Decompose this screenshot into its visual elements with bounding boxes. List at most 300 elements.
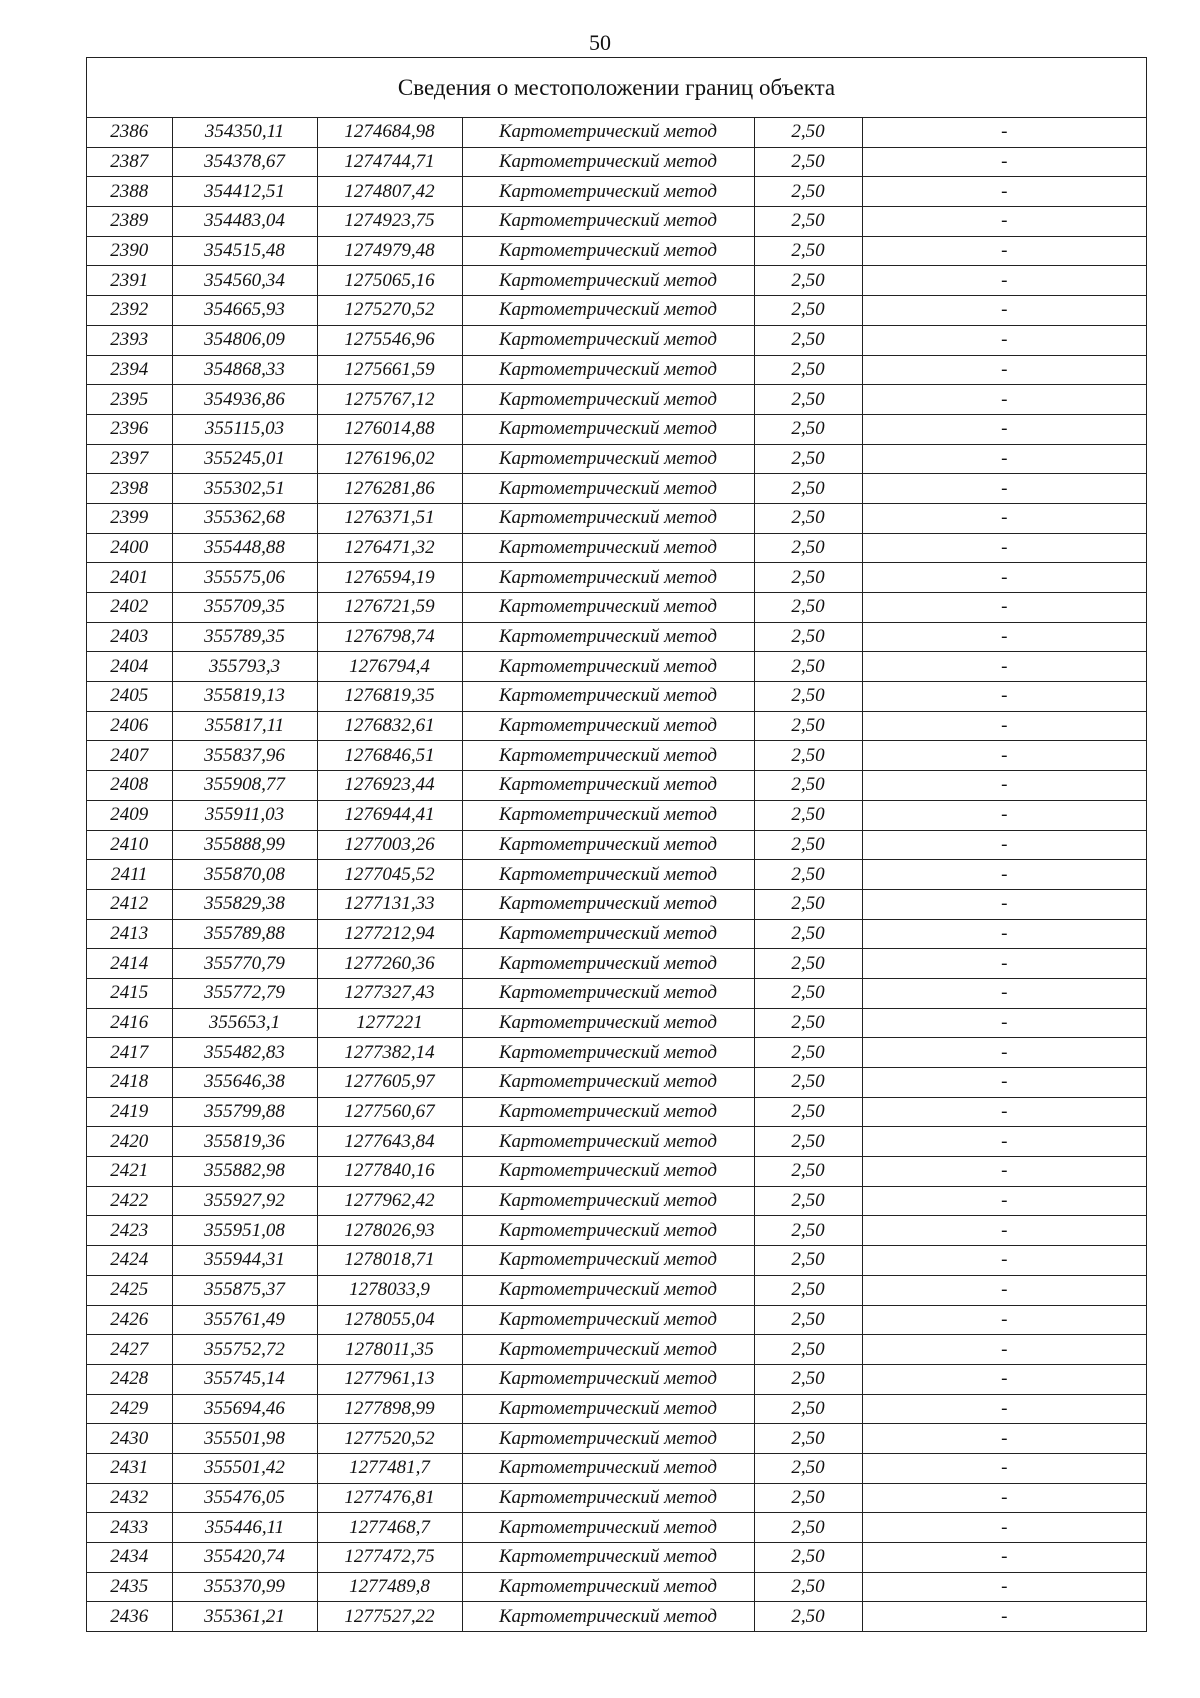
note-cell: -: [862, 1157, 1146, 1187]
point-number-cell: 2406: [87, 711, 172, 741]
x-coordinate-cell: 354936,86: [172, 385, 317, 415]
table-row: [87, 919, 1146, 949]
x-coordinate-cell: 355448,88: [172, 533, 317, 563]
x-coordinate-cell: 354483,04: [172, 207, 317, 237]
method-cell: Картометрический метод: [462, 118, 754, 147]
y-coordinate-cell: 1277560,67: [317, 1097, 462, 1127]
y-coordinate-cell: 1275546,96: [317, 325, 462, 355]
x-coordinate-cell: 355302,51: [172, 474, 317, 504]
note-cell: -: [862, 414, 1146, 444]
table-row: [87, 1543, 1146, 1573]
accuracy-cell: 2,50: [754, 1424, 862, 1454]
y-coordinate-cell: 1276471,32: [317, 533, 462, 563]
x-coordinate-cell: 355361,21: [172, 1602, 317, 1631]
method-cell: Картометрический метод: [462, 1305, 754, 1335]
table-row: [87, 949, 1146, 979]
table-row: [87, 414, 1146, 444]
table-row: [87, 771, 1146, 801]
method-cell: Картометрический метод: [462, 1008, 754, 1038]
accuracy-cell: 2,50: [754, 266, 862, 296]
note-cell: -: [862, 1186, 1146, 1216]
method-cell: Картометрический метод: [462, 1186, 754, 1216]
note-cell: -: [862, 1364, 1146, 1394]
note-cell: -: [862, 978, 1146, 1008]
x-coordinate-cell: 354560,34: [172, 266, 317, 296]
accuracy-cell: 2,50: [754, 919, 862, 949]
note-cell: -: [862, 118, 1146, 147]
page-number: 50: [589, 30, 611, 55]
accuracy-cell: 2,50: [754, 1008, 862, 1038]
accuracy-cell: 2,50: [754, 830, 862, 860]
accuracy-cell: 2,50: [754, 1335, 862, 1365]
method-cell: Картометрический метод: [462, 860, 754, 890]
table-row: [87, 1305, 1146, 1335]
note-cell: -: [862, 593, 1146, 623]
x-coordinate-cell: 355908,77: [172, 771, 317, 801]
y-coordinate-cell: 1276819,35: [317, 682, 462, 712]
table-row: [87, 1216, 1146, 1246]
table-row: [87, 593, 1146, 623]
accuracy-cell: 2,50: [754, 1394, 862, 1424]
point-number-cell: 2420: [87, 1127, 172, 1157]
y-coordinate-cell: 1277527,22: [317, 1602, 462, 1631]
y-coordinate-cell: 1276832,61: [317, 711, 462, 741]
note-cell: -: [862, 711, 1146, 741]
method-cell: Картометрический метод: [462, 1157, 754, 1187]
method-cell: Картометрический метод: [462, 949, 754, 979]
accuracy-cell: 2,50: [754, 1364, 862, 1394]
point-number-cell: 2393: [87, 325, 172, 355]
accuracy-cell: 2,50: [754, 1186, 862, 1216]
x-coordinate-cell: 355819,36: [172, 1127, 317, 1157]
point-number-cell: 2400: [87, 533, 172, 563]
point-number-cell: 2425: [87, 1275, 172, 1305]
x-coordinate-cell: 355646,38: [172, 1068, 317, 1098]
note-cell: -: [862, 474, 1146, 504]
point-number-cell: 2396: [87, 414, 172, 444]
table-row: [87, 355, 1146, 385]
method-cell: Картометрический метод: [462, 593, 754, 623]
y-coordinate-cell: 1277961,13: [317, 1364, 462, 1394]
method-cell: Картометрический метод: [462, 1513, 754, 1543]
x-coordinate-cell: 355819,13: [172, 682, 317, 712]
method-cell: Картометрический метод: [462, 1602, 754, 1631]
table-row: [87, 1186, 1146, 1216]
accuracy-cell: 2,50: [754, 889, 862, 919]
accuracy-cell: 2,50: [754, 741, 862, 771]
table-row: [87, 533, 1146, 563]
table-row: [87, 741, 1146, 771]
table-row: [87, 1008, 1146, 1038]
method-cell: Картометрический метод: [462, 266, 754, 296]
note-cell: -: [862, 1216, 1146, 1246]
table-row: [87, 207, 1146, 237]
point-number-cell: 2403: [87, 622, 172, 652]
point-number-cell: 2397: [87, 444, 172, 474]
method-cell: Картометрический метод: [462, 1097, 754, 1127]
x-coordinate-cell: 355420,74: [172, 1543, 317, 1573]
method-cell: Картометрический метод: [462, 1275, 754, 1305]
x-coordinate-cell: 355245,01: [172, 444, 317, 474]
method-cell: Картометрический метод: [462, 622, 754, 652]
table-row: [87, 830, 1146, 860]
point-number-cell: 2404: [87, 652, 172, 682]
accuracy-cell: 2,50: [754, 1483, 862, 1513]
x-coordinate-cell: 354868,33: [172, 355, 317, 385]
x-coordinate-cell: 355817,11: [172, 711, 317, 741]
point-number-cell: 2415: [87, 978, 172, 1008]
note-cell: -: [862, 296, 1146, 326]
table-row: [87, 325, 1146, 355]
method-cell: Картометрический метод: [462, 563, 754, 593]
table-body: [87, 118, 1146, 1631]
note-cell: -: [862, 1068, 1146, 1098]
method-cell: Картометрический метод: [462, 1038, 754, 1068]
x-coordinate-cell: 355653,1: [172, 1008, 317, 1038]
x-coordinate-cell: 355745,14: [172, 1364, 317, 1394]
method-cell: Картометрический метод: [462, 325, 754, 355]
y-coordinate-cell: 1277481,7: [317, 1453, 462, 1483]
note-cell: -: [862, 355, 1146, 385]
point-number-cell: 2402: [87, 593, 172, 623]
table-row: [87, 1275, 1146, 1305]
point-number-cell: 2428: [87, 1364, 172, 1394]
note-cell: -: [862, 563, 1146, 593]
x-coordinate-cell: 355837,96: [172, 741, 317, 771]
x-coordinate-cell: 355446,11: [172, 1513, 317, 1543]
accuracy-cell: 2,50: [754, 1216, 862, 1246]
table-row: [87, 1097, 1146, 1127]
note-cell: -: [862, 1513, 1146, 1543]
accuracy-cell: 2,50: [754, 622, 862, 652]
y-coordinate-cell: 1277476,81: [317, 1483, 462, 1513]
note-cell: -: [862, 1453, 1146, 1483]
table-row: [87, 1127, 1146, 1157]
method-cell: Картометрический метод: [462, 1453, 754, 1483]
y-coordinate-cell: 1277212,94: [317, 919, 462, 949]
method-cell: Картометрический метод: [462, 978, 754, 1008]
point-number-cell: 2431: [87, 1453, 172, 1483]
y-coordinate-cell: 1278026,93: [317, 1216, 462, 1246]
method-cell: Картометрический метод: [462, 1216, 754, 1246]
y-coordinate-cell: 1277962,42: [317, 1186, 462, 1216]
y-coordinate-cell: 1276721,59: [317, 593, 462, 623]
x-coordinate-cell: 355882,98: [172, 1157, 317, 1187]
y-coordinate-cell: 1275270,52: [317, 296, 462, 326]
accuracy-cell: 2,50: [754, 800, 862, 830]
method-cell: Картометрический метод: [462, 207, 754, 237]
point-number-cell: 2430: [87, 1424, 172, 1454]
y-coordinate-cell: 1277472,75: [317, 1543, 462, 1573]
accuracy-cell: 2,50: [754, 355, 862, 385]
method-cell: Картометрический метод: [462, 1335, 754, 1365]
table-row: [87, 1068, 1146, 1098]
table-row: [87, 1364, 1146, 1394]
accuracy-cell: 2,50: [754, 1543, 862, 1573]
table-row: [87, 1453, 1146, 1483]
note-cell: -: [862, 1572, 1146, 1602]
method-cell: Картометрический метод: [462, 830, 754, 860]
method-cell: Картометрический метод: [462, 533, 754, 563]
table-row: [87, 385, 1146, 415]
y-coordinate-cell: 1278055,04: [317, 1305, 462, 1335]
y-coordinate-cell: 1277221: [317, 1008, 462, 1038]
y-coordinate-cell: 1276371,51: [317, 503, 462, 533]
note-cell: -: [862, 503, 1146, 533]
x-coordinate-cell: 355875,37: [172, 1275, 317, 1305]
point-number-cell: 2412: [87, 889, 172, 919]
table-row: [87, 860, 1146, 890]
y-coordinate-cell: 1276944,41: [317, 800, 462, 830]
y-coordinate-cell: 1278018,71: [317, 1246, 462, 1276]
y-coordinate-cell: 1277898,99: [317, 1394, 462, 1424]
y-coordinate-cell: 1276798,74: [317, 622, 462, 652]
accuracy-cell: 2,50: [754, 682, 862, 712]
accuracy-cell: 2,50: [754, 296, 862, 326]
x-coordinate-cell: 355870,08: [172, 860, 317, 890]
method-cell: Картометрический метод: [462, 919, 754, 949]
table-row: [87, 266, 1146, 296]
table-row: [87, 978, 1146, 1008]
accuracy-cell: 2,50: [754, 1068, 862, 1098]
point-number-cell: 2392: [87, 296, 172, 326]
x-coordinate-cell: 355362,68: [172, 503, 317, 533]
x-coordinate-cell: 355799,88: [172, 1097, 317, 1127]
note-cell: -: [862, 147, 1146, 177]
point-number-cell: 2434: [87, 1543, 172, 1573]
accuracy-cell: 2,50: [754, 1038, 862, 1068]
note-cell: -: [862, 1602, 1146, 1631]
accuracy-cell: 2,50: [754, 1246, 862, 1276]
point-number-cell: 2399: [87, 503, 172, 533]
y-coordinate-cell: 1278011,35: [317, 1335, 462, 1365]
x-coordinate-cell: 355789,35: [172, 622, 317, 652]
note-cell: -: [862, 533, 1146, 563]
note-cell: -: [862, 741, 1146, 771]
method-cell: Картометрический метод: [462, 296, 754, 326]
point-number-cell: 2389: [87, 207, 172, 237]
method-cell: Картометрический метод: [462, 1246, 754, 1276]
note-cell: -: [862, 1305, 1146, 1335]
note-cell: -: [862, 1038, 1146, 1068]
x-coordinate-cell: 355501,98: [172, 1424, 317, 1454]
point-number-cell: 2390: [87, 236, 172, 266]
x-coordinate-cell: 355370,99: [172, 1572, 317, 1602]
point-number-cell: 2419: [87, 1097, 172, 1127]
y-coordinate-cell: 1276846,51: [317, 741, 462, 771]
x-coordinate-cell: 354515,48: [172, 236, 317, 266]
table-row: [87, 1424, 1146, 1454]
point-number-cell: 2405: [87, 682, 172, 712]
x-coordinate-cell: 355482,83: [172, 1038, 317, 1068]
point-number-cell: 2391: [87, 266, 172, 296]
y-coordinate-cell: 1277045,52: [317, 860, 462, 890]
point-number-cell: 2424: [87, 1246, 172, 1276]
accuracy-cell: 2,50: [754, 978, 862, 1008]
x-coordinate-cell: 355772,79: [172, 978, 317, 1008]
method-cell: Картометрический метод: [462, 236, 754, 266]
y-coordinate-cell: 1277131,33: [317, 889, 462, 919]
note-cell: -: [862, 1008, 1146, 1038]
method-cell: Картометрический метод: [462, 444, 754, 474]
table-row: [87, 1038, 1146, 1068]
y-coordinate-cell: 1274979,48: [317, 236, 462, 266]
y-coordinate-cell: 1277260,36: [317, 949, 462, 979]
method-cell: Картометрический метод: [462, 503, 754, 533]
coordinates-table: [87, 118, 1146, 1631]
table-row: [87, 1483, 1146, 1513]
point-number-cell: 2435: [87, 1572, 172, 1602]
method-cell: Картометрический метод: [462, 771, 754, 801]
accuracy-cell: 2,50: [754, 860, 862, 890]
point-number-cell: 2421: [87, 1157, 172, 1187]
note-cell: -: [862, 207, 1146, 237]
method-cell: Картометрический метод: [462, 1394, 754, 1424]
point-number-cell: 2388: [87, 177, 172, 207]
x-coordinate-cell: 355761,49: [172, 1305, 317, 1335]
note-cell: -: [862, 266, 1146, 296]
y-coordinate-cell: 1278033,9: [317, 1275, 462, 1305]
point-number-cell: 2394: [87, 355, 172, 385]
method-cell: Картометрический метод: [462, 682, 754, 712]
table-row: [87, 1513, 1146, 1543]
y-coordinate-cell: 1277643,84: [317, 1127, 462, 1157]
method-cell: Картометрический метод: [462, 177, 754, 207]
x-coordinate-cell: 355115,03: [172, 414, 317, 444]
x-coordinate-cell: 355829,38: [172, 889, 317, 919]
x-coordinate-cell: 355888,99: [172, 830, 317, 860]
x-coordinate-cell: 355501,42: [172, 1453, 317, 1483]
accuracy-cell: 2,50: [754, 1602, 862, 1631]
accuracy-cell: 2,50: [754, 593, 862, 623]
method-cell: Картометрический метод: [462, 147, 754, 177]
accuracy-cell: 2,50: [754, 444, 862, 474]
table-row: [87, 118, 1146, 147]
x-coordinate-cell: 355789,88: [172, 919, 317, 949]
method-cell: Картометрический метод: [462, 800, 754, 830]
accuracy-cell: 2,50: [754, 533, 862, 563]
note-cell: -: [862, 444, 1146, 474]
y-coordinate-cell: 1274923,75: [317, 207, 462, 237]
y-coordinate-cell: 1277520,52: [317, 1424, 462, 1454]
y-coordinate-cell: 1277003,26: [317, 830, 462, 860]
accuracy-cell: 2,50: [754, 385, 862, 415]
x-coordinate-cell: 354665,93: [172, 296, 317, 326]
y-coordinate-cell: 1276196,02: [317, 444, 462, 474]
note-cell: -: [862, 1097, 1146, 1127]
y-coordinate-cell: 1275767,12: [317, 385, 462, 415]
y-coordinate-cell: 1274684,98: [317, 118, 462, 147]
boundary-table: [86, 57, 1147, 1632]
point-number-cell: 2417: [87, 1038, 172, 1068]
accuracy-cell: 2,50: [754, 207, 862, 237]
point-number-cell: 2423: [87, 1216, 172, 1246]
point-number-cell: 2432: [87, 1483, 172, 1513]
note-cell: -: [862, 236, 1146, 266]
method-cell: Картометрический метод: [462, 1424, 754, 1454]
x-coordinate-cell: 355944,31: [172, 1246, 317, 1276]
x-coordinate-cell: 355709,35: [172, 593, 317, 623]
y-coordinate-cell: 1276923,44: [317, 771, 462, 801]
table-title: Сведения о местоположении границ объекта: [87, 58, 1146, 118]
note-cell: -: [862, 860, 1146, 890]
point-number-cell: 2411: [87, 860, 172, 890]
note-cell: -: [862, 1246, 1146, 1276]
point-number-cell: 2427: [87, 1335, 172, 1365]
accuracy-cell: 2,50: [754, 949, 862, 979]
point-number-cell: 2418: [87, 1068, 172, 1098]
y-coordinate-cell: 1275065,16: [317, 266, 462, 296]
point-number-cell: 2408: [87, 771, 172, 801]
note-cell: -: [862, 949, 1146, 979]
note-cell: -: [862, 1127, 1146, 1157]
note-cell: -: [862, 771, 1146, 801]
table-row: [87, 1394, 1146, 1424]
table-row: [87, 147, 1146, 177]
table-row: [87, 296, 1146, 326]
accuracy-cell: 2,50: [754, 1572, 862, 1602]
accuracy-cell: 2,50: [754, 563, 862, 593]
table-row: [87, 1602, 1146, 1631]
point-number-cell: 2401: [87, 563, 172, 593]
method-cell: Картометрический метод: [462, 1364, 754, 1394]
method-cell: Картометрический метод: [462, 889, 754, 919]
note-cell: -: [862, 177, 1146, 207]
point-number-cell: 2407: [87, 741, 172, 771]
note-cell: -: [862, 1394, 1146, 1424]
y-coordinate-cell: 1277605,97: [317, 1068, 462, 1098]
accuracy-cell: 2,50: [754, 236, 862, 266]
accuracy-cell: 2,50: [754, 1513, 862, 1543]
note-cell: -: [862, 682, 1146, 712]
x-coordinate-cell: 355476,05: [172, 1483, 317, 1513]
note-cell: -: [862, 830, 1146, 860]
y-coordinate-cell: 1274807,42: [317, 177, 462, 207]
accuracy-cell: 2,50: [754, 1275, 862, 1305]
point-number-cell: 2387: [87, 147, 172, 177]
note-cell: -: [862, 652, 1146, 682]
y-coordinate-cell: 1276794,4: [317, 652, 462, 682]
method-cell: Картометрический метод: [462, 414, 754, 444]
note-cell: -: [862, 1483, 1146, 1513]
x-coordinate-cell: 355927,92: [172, 1186, 317, 1216]
accuracy-cell: 2,50: [754, 503, 862, 533]
x-coordinate-cell: 354350,11: [172, 118, 317, 147]
y-coordinate-cell: 1276594,19: [317, 563, 462, 593]
point-number-cell: 2386: [87, 118, 172, 147]
y-coordinate-cell: 1277327,43: [317, 978, 462, 1008]
note-cell: -: [862, 622, 1146, 652]
method-cell: Картометрический метод: [462, 652, 754, 682]
point-number-cell: 2414: [87, 949, 172, 979]
note-cell: -: [862, 800, 1146, 830]
method-cell: Картометрический метод: [462, 1483, 754, 1513]
method-cell: Картометрический метод: [462, 1127, 754, 1157]
accuracy-cell: 2,50: [754, 1453, 862, 1483]
method-cell: Картометрический метод: [462, 355, 754, 385]
note-cell: -: [862, 385, 1146, 415]
accuracy-cell: 2,50: [754, 711, 862, 741]
table-row: [87, 1572, 1146, 1602]
y-coordinate-cell: 1277468,7: [317, 1513, 462, 1543]
x-coordinate-cell: 354378,67: [172, 147, 317, 177]
x-coordinate-cell: 355911,03: [172, 800, 317, 830]
table-row: [87, 1246, 1146, 1276]
point-number-cell: 2422: [87, 1186, 172, 1216]
accuracy-cell: 2,50: [754, 325, 862, 355]
accuracy-cell: 2,50: [754, 1305, 862, 1335]
point-number-cell: 2433: [87, 1513, 172, 1543]
